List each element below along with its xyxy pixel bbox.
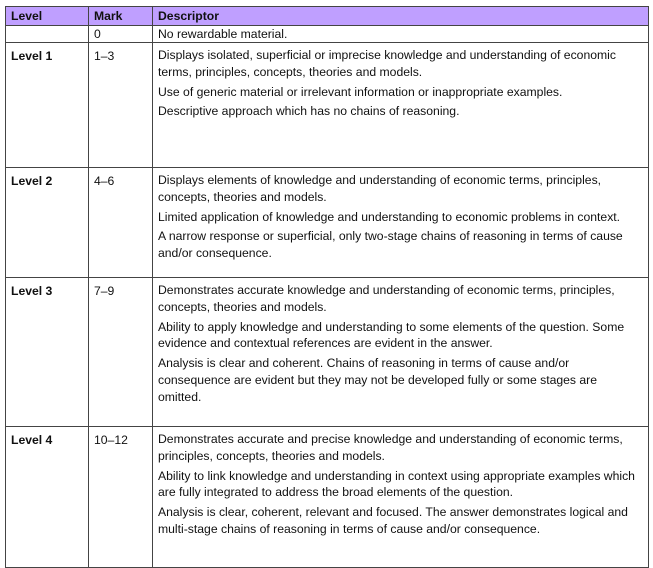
table-row <box>6 26 649 43</box>
descriptor-text: Demonstrates accurate knowledge and understanding of economic terms, principles, concepts, theories and models. <box>158 283 615 314</box>
descriptor-text: Descriptive approach which has no chains of reasoning. <box>158 104 460 119</box>
descriptor-text: Displays isolated, superficial or imprecise knowledge and understanding of economic terms, principles, concepts, theories and models. <box>158 48 616 79</box>
table-row <box>6 43 649 168</box>
level-cell: Level 2 <box>6 168 89 278</box>
descriptor-cell <box>153 427 649 568</box>
header-level: Level <box>6 7 89 26</box>
descriptor-text: Analysis is clear, coherent, relevant and focused. The answer demonstrates logical and multi-stage chains of reasoning in terms of cause and/or consequence. <box>158 505 628 536</box>
descriptor-text: Use of generic material or irrelevant information or inappropriate examples. <box>158 84 563 99</box>
descriptor-text: Analysis is clear and coherent. Chains of reasoning in terms of cause and/or consequence are evident but they may not be developed fully or some stages are omitted. <box>158 356 598 404</box>
mark-cell: 0 <box>89 26 153 43</box>
descriptor-cell <box>153 168 649 278</box>
descriptor-cell <box>153 26 649 43</box>
header-row <box>6 7 649 26</box>
level-cell: Level 1 <box>6 43 89 168</box>
table-row <box>6 168 649 278</box>
descriptor-cell <box>153 278 649 427</box>
table-row <box>6 427 649 568</box>
mark-cell: 4–6 <box>89 168 153 278</box>
descriptor-text: A narrow response or superficial, only two-stage chains of reasoning in terms of cause and/or consequence. <box>158 229 623 261</box>
descriptor-text: Ability to apply knowledge and understanding to some elements of the question. Some evidence and contextual references are evident in the answer. <box>158 319 625 351</box>
mark-cell: 1–3 <box>89 43 153 168</box>
descriptor-text: Displays elements of knowledge and understanding of economic terms, principles, concepts, theories and models. <box>158 173 602 204</box>
descriptor-cell <box>153 43 649 168</box>
descriptor-text: Limited application of knowledge and understanding to economic problems in context. <box>158 209 621 224</box>
table-row <box>6 278 649 427</box>
mark-cell: 10–12 <box>89 427 153 568</box>
header-mark: Mark <box>89 7 153 26</box>
descriptor-text: Demonstrates accurate and precise knowledge and understanding of economic terms, principles, concepts, theories and models. <box>158 432 623 463</box>
descriptor-text: Ability to link knowledge and understanding in context using appropriate examples which are fully integrated to address the broad elements of the question. <box>158 468 635 500</box>
descriptor-text: No rewardable material. <box>158 27 288 41</box>
level-cell: Level 3 <box>6 278 89 427</box>
level-cell: Level 4 <box>6 427 89 568</box>
level-cell <box>6 26 89 43</box>
mark-cell: 7–9 <box>89 278 153 427</box>
header-descriptor: Descriptor <box>153 7 649 26</box>
mark-scheme-table <box>5 6 649 568</box>
